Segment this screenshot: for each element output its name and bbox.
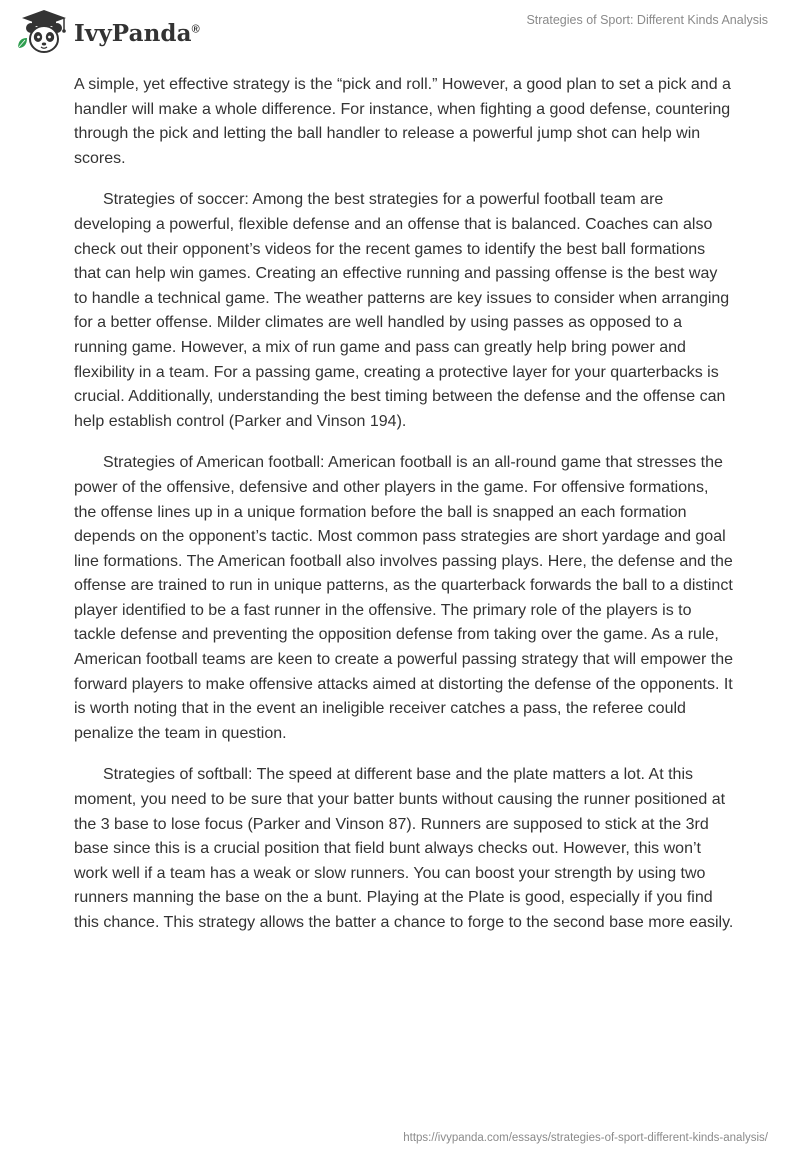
panda-graduate-icon [14,8,72,56]
document-title: Strategies of Sport: Different Kinds Analysis [526,13,768,27]
registered-mark: ® [191,22,200,35]
page-header [0,0,800,64]
essay-body [74,73,734,953]
brand-logo[interactable] [14,8,200,56]
paragraph: Strategies of American football: American football is an all-round game that stresses the power of the offensive, defensive and other players in the game. For offensive formations, the offense lines up in a unique formation before the ball is snapped an each formation depends on the opponent’s tactic. Most common pass strategies are short yardage and goal line formations. The American football also involves passing plays. Here, the defense and the offense are trained to run in unique patterns, as the quarterback forwards the ball to a distinct player identified to be a fast runner in the offensive. The primary role of the players is to tackle defense and preventing the opposition defense from taking over the game. As a rule, American football teams are keen to create a powerful passing strategy that will empower the forward players to make offensive attacks aimed at distorting the defense of the opponents. It is worth noting that in the event an ineligible receiver catches a pass, the referee could penalize the team in question. [74,454,733,742]
brand-name: IvyPanda® [74,19,200,47]
paragraph: Strategies of soccer: Among the best strategies for a powerful football team are developing a powerful, flexible defense and an offense that is balanced. Coaches can also check out their opponent’s videos for the recent games to identify the best ball formations that can help win games. Creating an effective running and passing offense is the best way to handle a technical game. The weather patterns are key issues to consider when arranging for a better offense. Milder climates are well handled by using passes as opposed to a running game. However, a mix of run game and pass can greatly help bring power and flexibility in a team. For a passing game, creating a protective layer for your quarterbacks is crucial. Additionally, understanding the best timing between the defense and the offense can help establish control (Parker and Vinson 194). [74,191,730,430]
paragraph: Strategies of softball: The speed at different base and the plate matters a lot. At this moment, you need to be sure that your batter bunts without causing the runner positioned at the 3 base to lose focus (Parker and Vinson 87). Runners are supposed to stick at the 3rd base since this is a crucial position that field bunt always checks out. However, this won’t work well if a team has a weak or slow runners. You can boost your strength by using two runners manning the base on the a bunt. Playing at the Plate is good, especially if you find this chance. This strategy allows the batter a chance to forge to the second base more easily. [74,766,734,931]
paragraph: A simple, yet effective strategy is the “pick and roll.” However, a good plan to set a pick and a handler will make a whole difference. For instance, when fighting a good defense, countering through the pick and letting the ball handler to release a powerful jump shot can help win scores. [74,76,731,167]
source-url[interactable]: https://ivypanda.com/essays/strategies-of-sport-different-kinds-analysis/ [403,1132,768,1144]
